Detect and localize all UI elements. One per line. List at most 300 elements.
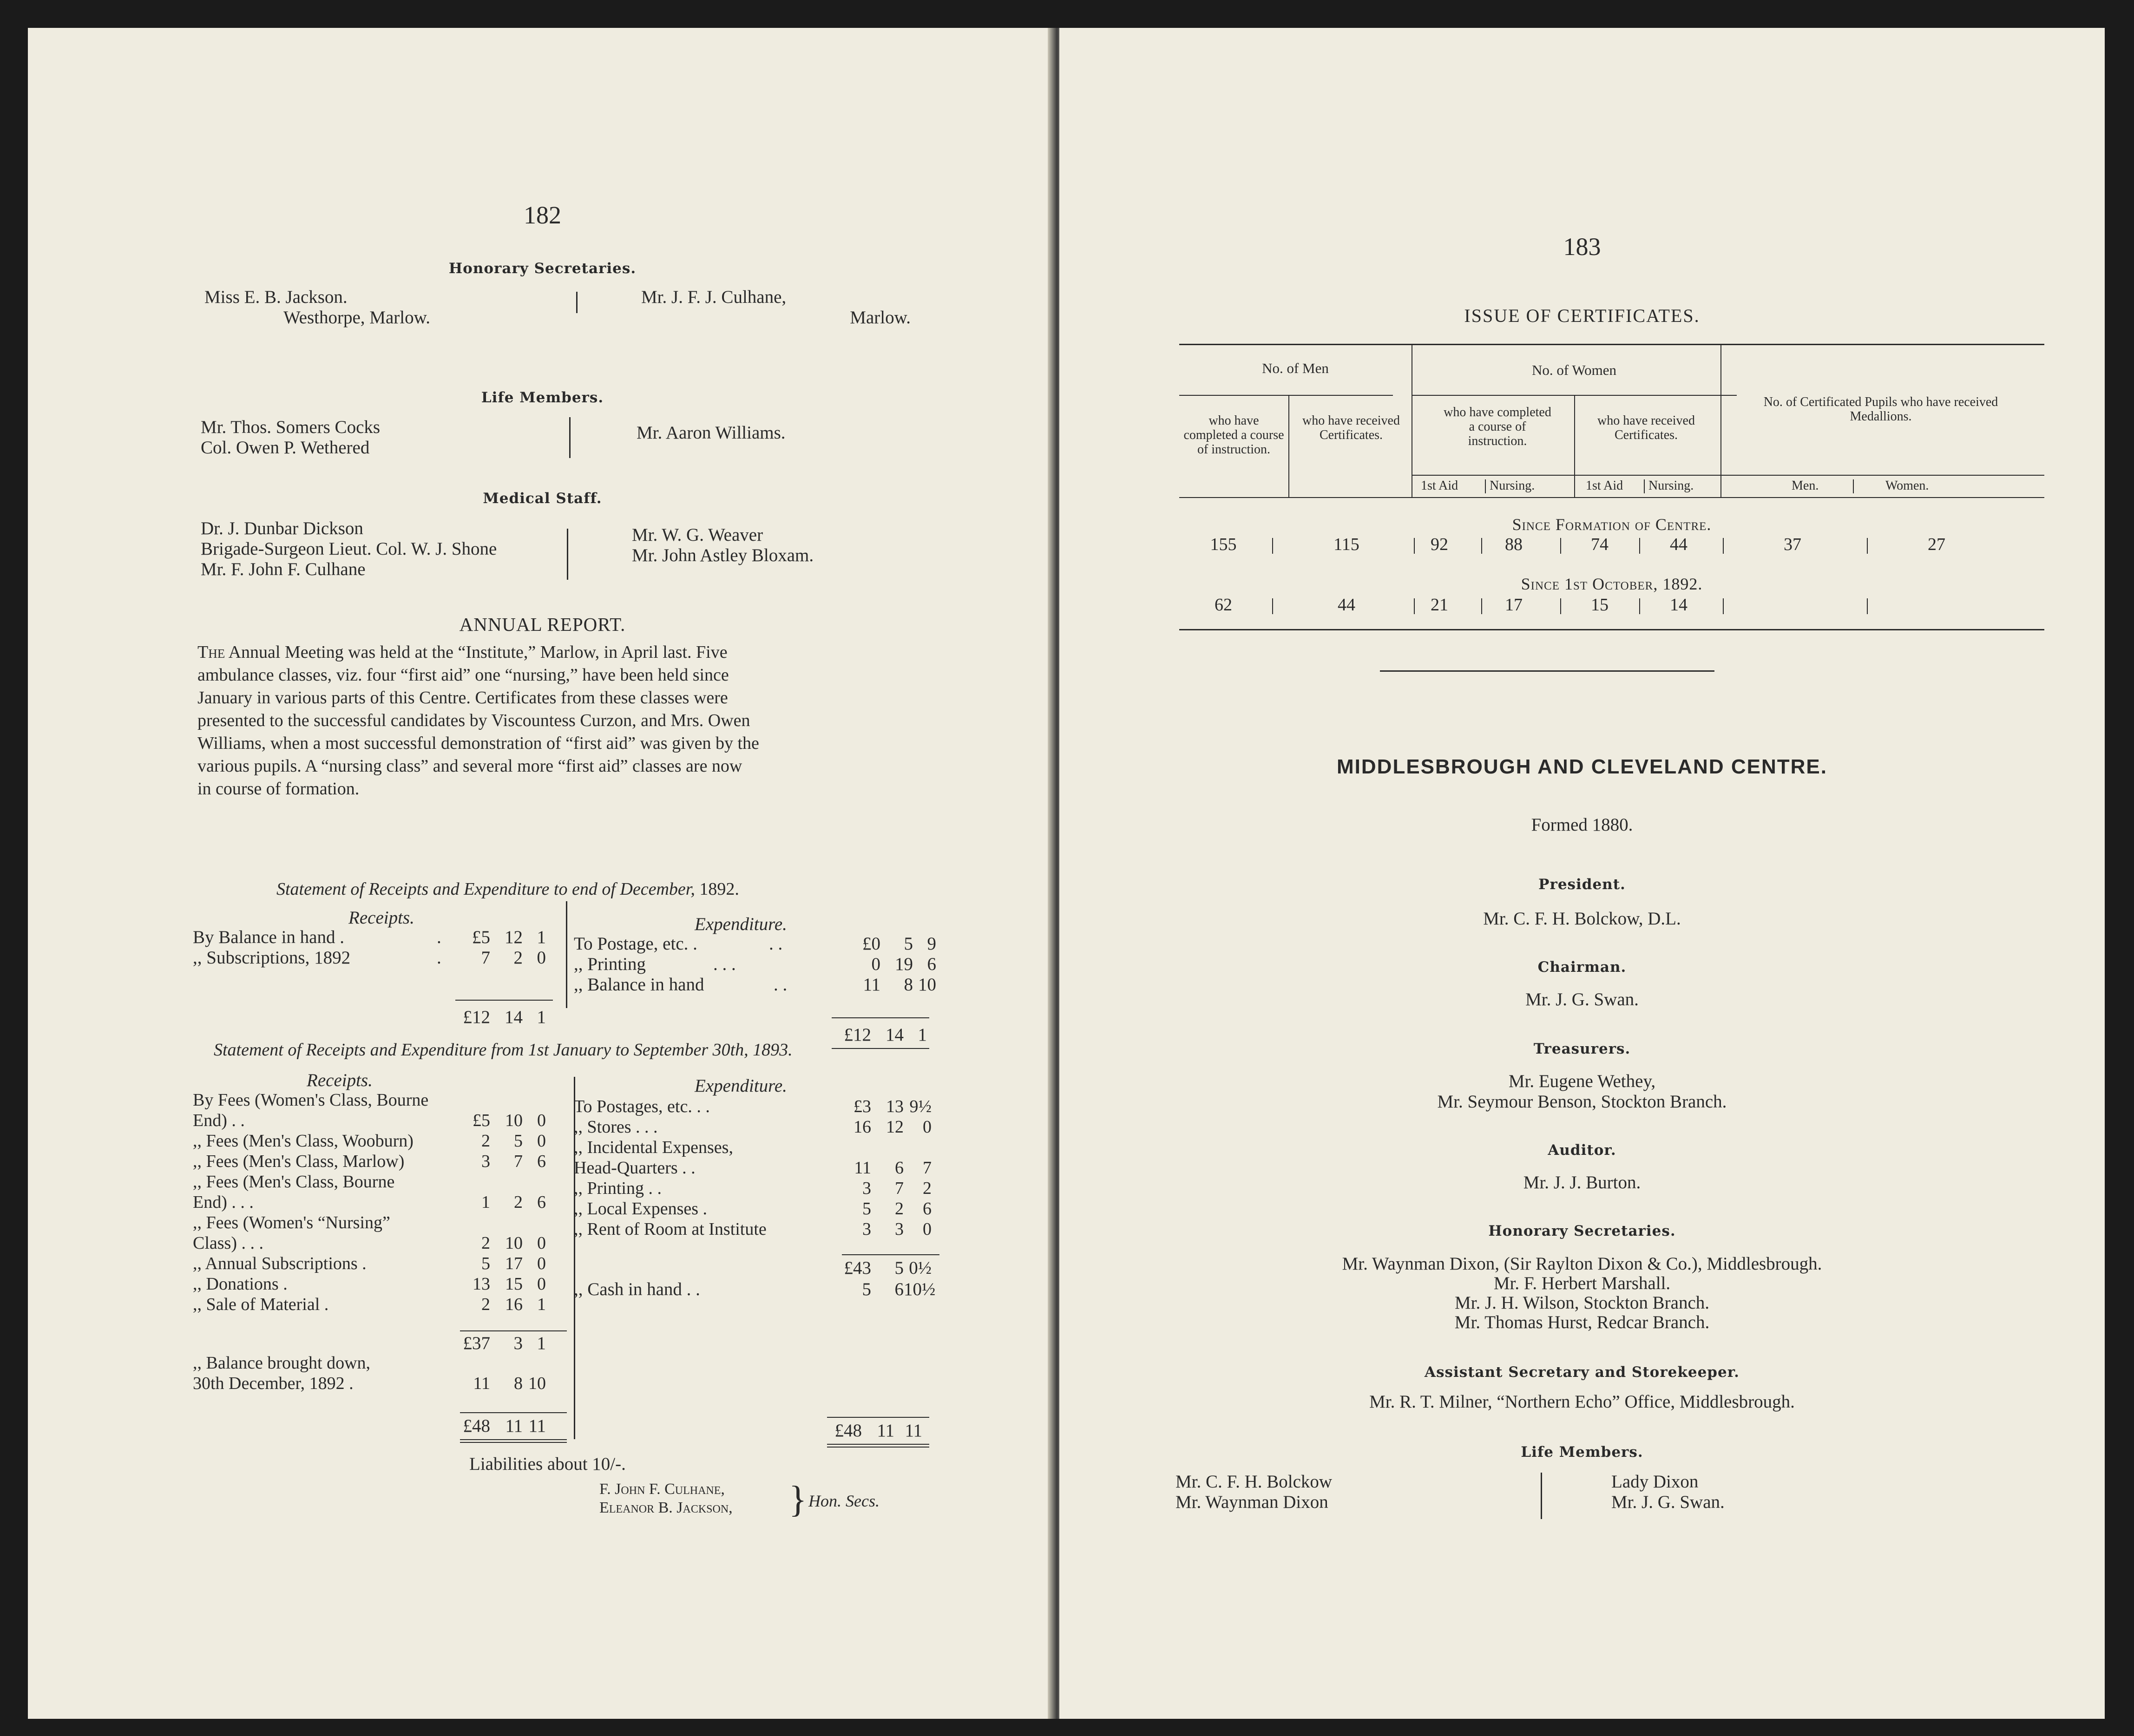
row-label: ,, Balance in hand xyxy=(574,975,704,995)
chairman-name: Mr. J. G. Swan. xyxy=(1525,989,1639,1009)
life-members-right xyxy=(637,423,786,443)
hon-secs-list xyxy=(1059,1254,2105,1332)
issue-title: ISSUE OF CERTIFICATES. xyxy=(1464,305,1700,326)
amount-shillings: 5 xyxy=(894,1258,904,1278)
total-rule xyxy=(832,1017,929,1018)
amount-pounds: 1 xyxy=(481,1192,490,1212)
chairman-heading: Chairman. xyxy=(1537,959,1627,976)
report-line: January in various parts of this Centre. Certificates from these classes were xyxy=(197,688,728,708)
men-header: No. of Men xyxy=(1262,360,1329,376)
men-completed-header: who have completed a course of instruction. xyxy=(1183,413,1284,457)
receipts-1892 xyxy=(193,927,565,968)
amount-shillings: 6 xyxy=(894,1279,904,1299)
treasurers-heading: Treasurers. xyxy=(1533,1041,1631,1057)
amount-shillings: 14 xyxy=(886,1025,904,1045)
col-rule xyxy=(1644,479,1645,493)
table-row-formation xyxy=(1179,534,2044,557)
row-label: ,, Balance brought down, xyxy=(193,1353,371,1373)
amount-pence: 0 xyxy=(537,1131,546,1151)
row-label: End) . . . xyxy=(193,1192,254,1212)
cell-separator xyxy=(1867,538,1868,554)
amount-pence: 0 xyxy=(537,1254,546,1273)
table-row-october xyxy=(1179,595,2044,618)
expenditure-1892-total xyxy=(843,1025,946,1045)
account-row xyxy=(193,1110,574,1131)
signatory-name: Eleanor B. Jackson, xyxy=(599,1499,733,1516)
amount-pence: 1 xyxy=(537,927,546,947)
amount-pence: 10 xyxy=(528,1374,546,1393)
report-line: Williams, when a most successful demonstration of “first aid” was given by the xyxy=(197,734,759,753)
expenditure-label: Expenditure. xyxy=(695,914,787,934)
liabilities: Liabilities about 10/-. xyxy=(469,1454,626,1474)
amount-pence: 2 xyxy=(923,1179,932,1198)
table-cell: 21 xyxy=(1431,595,1448,615)
row-dots: . . . xyxy=(713,954,736,974)
account-row xyxy=(193,1172,574,1192)
amount-pence: 6 xyxy=(927,954,936,974)
statement-1893-title: Statement of Receipts and Expenditure from 1st January to September 30th, 1893. xyxy=(214,1040,793,1060)
life-members-left xyxy=(201,417,380,458)
sub-men: Men. xyxy=(1792,478,1819,493)
life-member-name: Mr. Thos. Somers Cocks xyxy=(201,417,381,437)
account-row xyxy=(574,1137,969,1158)
treasurers-list xyxy=(1059,1071,2105,1112)
amount-shillings: 2 xyxy=(513,948,523,968)
amount-pounds: 3 xyxy=(481,1152,490,1171)
amount-shillings: 3 xyxy=(895,1219,904,1239)
amount-shillings: 13 xyxy=(886,1097,904,1116)
table-cell: 62 xyxy=(1215,595,1232,615)
receipts-label: Receipts. xyxy=(307,1070,373,1090)
amount-shillings: 5 xyxy=(904,934,913,954)
hon-sec-name: Miss E. B. Jackson. xyxy=(204,287,348,307)
row-label: ,, Subscriptions, 1892 xyxy=(193,948,351,968)
row-label: End) . . xyxy=(193,1111,245,1130)
amount-shillings: 5 xyxy=(514,1131,523,1151)
amount-pence: 1 xyxy=(537,1007,546,1027)
row-label: ,, Donations . xyxy=(193,1274,288,1294)
statement-title-text: Statement of Receipts and Expenditure to end of December, xyxy=(276,879,695,899)
amount-shillings: 7 xyxy=(895,1179,904,1198)
life-member-name: Mr. J. G. Swan. xyxy=(1611,1492,1725,1512)
receipt-row xyxy=(193,927,565,948)
amount-shillings: 12 xyxy=(886,1117,904,1137)
table-cell: 115 xyxy=(1333,535,1359,554)
row-label: ,, Local Expenses . xyxy=(574,1199,708,1218)
president-name: Mr. C. F. H. Bolckow, D.L. xyxy=(1483,909,1681,929)
rule xyxy=(1737,475,2044,476)
divider xyxy=(567,529,568,580)
amount-pence: 9 xyxy=(927,934,936,954)
row-label: ,, Fees (Men's Class, Bourne xyxy=(193,1172,395,1192)
amount-pence: 10½ xyxy=(904,1279,936,1299)
annual-report-text xyxy=(197,641,964,800)
receipts-1893-total xyxy=(462,1416,565,1436)
section-since-october: Since 1st October, 1892. xyxy=(1521,575,1703,593)
rule xyxy=(1179,395,1393,396)
expenditure-row xyxy=(574,975,969,995)
row-label: ,, Fees (Men's Class, Marlow) xyxy=(193,1152,405,1171)
sub-1st-aid: 1st Aid xyxy=(1586,478,1623,493)
expenditure-label: Expenditure. xyxy=(695,1076,787,1096)
rule xyxy=(1179,344,2044,345)
row-label: To Postage, etc. . xyxy=(574,934,697,954)
sub-women: Women. xyxy=(1885,478,1929,493)
total-rule xyxy=(455,1000,553,1001)
account-row xyxy=(574,1117,969,1137)
brace: } xyxy=(789,1479,807,1520)
amount-pence: 7 xyxy=(923,1158,932,1178)
hon-sec-name: Mr. F. Herbert Marshall. xyxy=(1493,1273,1671,1293)
amount-shillings: 2 xyxy=(895,1199,904,1218)
expenditure-1893-subtotal xyxy=(843,1258,946,1278)
amount-shillings: 11 xyxy=(505,1416,523,1436)
amount-shillings: 8 xyxy=(514,1374,523,1393)
amount-pence: 6 xyxy=(537,1152,546,1171)
hon-sec-left xyxy=(204,287,430,328)
row-label: ,, Rent of Room at Institute xyxy=(574,1219,767,1239)
amount-pounds: 5 xyxy=(481,1254,490,1273)
life-members-heading: Life Members. xyxy=(1521,1444,1643,1461)
asst-secretary-name: Mr. R. T. Milner, “Northern Echo” Office, Middlesbrough. xyxy=(1369,1392,1795,1412)
life-member-name: Mr. Aaron Williams. xyxy=(637,423,786,443)
cell-separator xyxy=(1272,538,1273,554)
amount-shillings: 10 xyxy=(505,1111,523,1130)
right-page xyxy=(1059,28,2105,1719)
report-line: Annual Meeting was held at the “Institute,” Marlow, in April last. Five xyxy=(228,642,728,662)
table-cell: 155 xyxy=(1210,535,1237,554)
divider xyxy=(1541,1473,1542,1519)
treasurer-name: Mr. Seymour Benson, Stockton Branch. xyxy=(1437,1092,1727,1112)
cash-in-hand-row xyxy=(574,1279,969,1300)
report-line: various pupils. A “nursing class” and several more “first aid” classes are now xyxy=(197,756,742,776)
row-dots: . . xyxy=(769,934,783,954)
table-cell: 17 xyxy=(1505,595,1523,615)
account-row xyxy=(574,1158,969,1178)
double-rule xyxy=(832,1048,929,1049)
section-since-formation: Since Formation of Centre. xyxy=(1512,515,1712,534)
expenditure-1893 xyxy=(574,1096,969,1239)
life-members-left xyxy=(1175,1472,1332,1513)
table-cell: 92 xyxy=(1431,535,1448,554)
receipt-row xyxy=(193,948,565,968)
statement-year: 1892. xyxy=(699,879,739,899)
auditor-heading: Auditor. xyxy=(1548,1142,1616,1159)
amount-pounds: £48 xyxy=(834,1421,862,1441)
expenditure-row xyxy=(574,954,969,975)
life-member-name: Col. Owen P. Wethered xyxy=(201,438,370,458)
expenditure-1892 xyxy=(574,934,969,995)
table-cell: 27 xyxy=(1928,535,1945,554)
hon-sec-right xyxy=(641,287,911,328)
row-dots: . . xyxy=(774,975,788,995)
amount-pounds: 13 xyxy=(473,1274,490,1294)
section-divider xyxy=(1380,670,1714,672)
amount-pounds: 3 xyxy=(862,1179,871,1198)
life-member-name: Mr. C. F. H. Bolckow xyxy=(1175,1472,1333,1492)
cell-separator xyxy=(1560,598,1561,614)
subtotal-rule xyxy=(460,1330,567,1331)
amount-pounds: 2 xyxy=(481,1295,490,1314)
amount-pounds: £12 xyxy=(844,1025,871,1045)
report-line: in course of formation. xyxy=(197,779,360,799)
amount-shillings: 19 xyxy=(895,954,913,974)
account-row xyxy=(193,1274,574,1294)
hon-secs-role: Hon. Secs. xyxy=(808,1492,880,1510)
cell-separator xyxy=(1639,598,1640,614)
cell-separator xyxy=(1481,538,1482,554)
statement-1892-title xyxy=(276,879,739,899)
amount-pence: 6 xyxy=(923,1199,932,1218)
cell-separator xyxy=(1414,538,1415,554)
divider xyxy=(566,901,567,1008)
col-rule xyxy=(1720,344,1721,497)
table-cell: 88 xyxy=(1505,535,1523,554)
account-row xyxy=(574,1178,969,1199)
account-row xyxy=(193,1294,574,1315)
medallions-header: No. of Certificated Pupils who have received Medallions. xyxy=(1763,395,1998,424)
medical-staff-right xyxy=(632,525,814,566)
balance-brought-down xyxy=(193,1353,574,1394)
amount-pounds: £3 xyxy=(854,1097,871,1116)
amount-shillings: 6 xyxy=(895,1158,904,1178)
receipts-1892-total xyxy=(462,1007,565,1028)
left-page xyxy=(28,28,1057,1719)
amount-shillings: 7 xyxy=(514,1152,523,1171)
amount-pounds: 2 xyxy=(481,1131,490,1151)
double-rule xyxy=(827,1444,929,1445)
amount-pounds: £43 xyxy=(844,1258,871,1278)
amount-shillings: 16 xyxy=(505,1295,523,1314)
col-rule xyxy=(1574,395,1575,497)
amount-pence: 0 xyxy=(537,1233,546,1253)
certificates-table xyxy=(1179,344,2044,632)
account-row xyxy=(193,1090,574,1110)
amount-pence: 6 xyxy=(537,1192,546,1212)
rule xyxy=(1179,629,2044,630)
cell-separator xyxy=(1414,598,1415,614)
row-label: ,, Printing . . xyxy=(574,1179,662,1198)
amount-shillings: 10 xyxy=(505,1233,523,1253)
report-line: ambulance classes, viz. four “first aid” one “nursing,” have been held since xyxy=(197,665,729,685)
row-label: ,, Incidental Expenses, xyxy=(574,1138,733,1157)
treasurer-name: Mr. Eugene Wethey, xyxy=(1508,1071,1656,1091)
col-rule xyxy=(1288,395,1289,497)
row-dots: . xyxy=(437,948,441,968)
life-members-right xyxy=(1611,1472,1725,1513)
amount-pounds: 5 xyxy=(862,1279,871,1299)
cell-separator xyxy=(1867,598,1868,614)
staff-name: Mr. W. G. Weaver xyxy=(632,525,763,545)
expenditure-row xyxy=(574,934,969,954)
account-row xyxy=(574,1096,969,1117)
president-heading: President. xyxy=(1538,876,1626,893)
double-rule xyxy=(460,1442,567,1443)
col-rule xyxy=(1485,479,1486,493)
amount-pounds: £5 xyxy=(472,927,490,947)
divider xyxy=(576,292,578,313)
hon-sec-address: Westhorpe, Marlow. xyxy=(283,308,430,328)
page-number: 183 xyxy=(1563,233,1601,261)
cell-separator xyxy=(1639,538,1640,554)
row-label: ,, Stores . . . xyxy=(574,1117,658,1137)
hon-sec-name: Mr. J. F. J. Culhane, xyxy=(641,287,787,307)
amount-pounds: 2 xyxy=(481,1233,490,1253)
amount-pounds: £0 xyxy=(862,934,880,954)
account-row xyxy=(193,1212,574,1233)
amount-shillings: 15 xyxy=(505,1274,523,1294)
amount-pence: 0 xyxy=(537,948,546,968)
account-row xyxy=(193,1192,574,1212)
row-label: ,, Fees (Women's “Nursing” xyxy=(193,1213,390,1232)
asst-secretary-heading: Assistant Secretary and Storekeeper. xyxy=(1425,1364,1740,1381)
rule xyxy=(1412,475,1737,476)
table-cell: 74 xyxy=(1591,535,1609,554)
amount-pence: 0 xyxy=(923,1219,932,1239)
hon-sec-address: Marlow. xyxy=(850,308,911,328)
row-label: ,, Sale of Material . xyxy=(193,1295,329,1314)
col-rule xyxy=(1853,479,1854,493)
subtotal-rule xyxy=(842,1254,939,1255)
amount-pounds: 3 xyxy=(862,1219,871,1239)
women-certificates-header: who have received Certificates. xyxy=(1597,413,1695,442)
amount-pence: 10 xyxy=(918,975,936,995)
staff-name: Mr. F. John F. Culhane xyxy=(201,559,366,579)
sub-1st-aid: 1st Aid xyxy=(1421,478,1458,493)
formed-date: Formed 1880. xyxy=(1531,815,1633,835)
row-label: ,, Printing xyxy=(574,954,646,974)
medical-staff-heading: Medical Staff. xyxy=(483,490,602,507)
auditor-name: Mr. J. J. Burton. xyxy=(1523,1173,1641,1192)
row-label: ,, Annual Subscriptions . xyxy=(193,1254,367,1273)
women-header: No. of Women xyxy=(1531,362,1617,378)
amount-pounds: £5 xyxy=(473,1111,490,1130)
row-label: Class) . . . xyxy=(193,1233,263,1253)
amount-pounds: £12 xyxy=(463,1007,490,1027)
amount-pence: 0 xyxy=(923,1117,932,1137)
account-row xyxy=(574,1219,969,1239)
hon-sec-name: Mr. Waynman Dixon, (Sir Raylton Dixon & Co.), Middlesbrough. xyxy=(1342,1254,1822,1274)
amount-shillings: 12 xyxy=(505,927,523,947)
hon-sec-name: Mr. Thomas Hurst, Redcar Branch. xyxy=(1454,1312,1710,1332)
sub-nursing: Nursing. xyxy=(1490,478,1535,493)
cell-separator xyxy=(1272,598,1273,614)
cell-separator xyxy=(1481,598,1482,614)
divider xyxy=(569,417,571,458)
staff-name: Brigade-Surgeon Lieut. Col. W. J. Shone xyxy=(201,539,497,559)
amount-pounds: £48 xyxy=(463,1416,490,1436)
amount-pounds: 16 xyxy=(854,1117,871,1137)
row-label: Head-Quarters . . xyxy=(574,1158,696,1178)
honorary-secretaries-heading: Honorary Secretaries. xyxy=(448,260,637,277)
annual-report-heading: ANNUAL REPORT. xyxy=(459,614,626,635)
receipts-1893 xyxy=(193,1090,574,1315)
table-cell: 37 xyxy=(1784,535,1801,554)
amount-pounds: 0 xyxy=(871,954,880,974)
report-lead-word: The xyxy=(197,642,225,662)
table-cell: 15 xyxy=(1591,595,1609,615)
men-certificates-header: who have received Certificates. xyxy=(1302,413,1400,442)
women-completed-header: who have completed a course of instruction. xyxy=(1444,405,1551,448)
report-line: presented to the successful candidates by Viscountess Curzon, and Mrs. Owen xyxy=(197,711,750,730)
hon-secs-heading: Honorary Secretaries. xyxy=(1488,1223,1676,1239)
amount-pence: 0 xyxy=(537,1111,546,1130)
medical-staff-left xyxy=(201,518,497,580)
amount-shillings: 3 xyxy=(513,1333,523,1353)
row-label: ,, Cash in hand . . xyxy=(574,1279,700,1299)
amount-pence: 1 xyxy=(537,1333,546,1353)
double-rule xyxy=(827,1447,929,1448)
account-row xyxy=(193,1253,574,1274)
amount-pence: 0 xyxy=(537,1274,546,1294)
double-rule xyxy=(460,1439,567,1440)
total-rule xyxy=(460,1412,567,1413)
rule xyxy=(1179,497,2044,498)
life-member-name: Lady Dixon xyxy=(1611,1472,1699,1492)
table-cell: 44 xyxy=(1338,595,1355,615)
table-cell: 44 xyxy=(1670,535,1688,554)
amount-pence: 11 xyxy=(905,1421,922,1441)
life-members-heading: Life Members. xyxy=(481,389,604,406)
row-label: To Postages, etc. . . xyxy=(574,1097,710,1116)
hon-sec-name: Mr. J. H. Wilson, Stockton Branch. xyxy=(1454,1293,1710,1313)
row-label: ,, Fees (Men's Class, Wooburn) xyxy=(193,1131,414,1151)
total-rule xyxy=(827,1417,929,1418)
staff-name: Mr. John Astley Bloxam. xyxy=(632,545,814,565)
account-row xyxy=(193,1131,574,1151)
signatories xyxy=(599,1480,733,1517)
amount-pence: 1 xyxy=(918,1025,927,1045)
amount-pounds: 11 xyxy=(863,975,880,995)
account-row xyxy=(193,1373,574,1394)
receipts-1893-subtotal xyxy=(462,1333,565,1354)
row-label: By Balance in hand . xyxy=(193,927,344,947)
amount-pounds: 5 xyxy=(862,1199,871,1218)
account-row xyxy=(574,1199,969,1219)
amount-pounds: £37 xyxy=(463,1333,490,1353)
amount-shillings: 14 xyxy=(505,1007,523,1027)
cell-separator xyxy=(1723,598,1724,614)
row-label: By Fees (Women's Class, Bourne xyxy=(193,1090,429,1110)
amount-shillings: 2 xyxy=(514,1192,523,1212)
staff-name: Dr. J. Dunbar Dickson xyxy=(201,518,363,538)
account-row xyxy=(193,1233,574,1253)
signatory-name: F. John F. Culhane, xyxy=(599,1481,725,1498)
amount-pence: 11 xyxy=(528,1416,546,1436)
account-row xyxy=(193,1353,574,1373)
amount-pounds: 7 xyxy=(481,948,490,968)
amount-shillings: 8 xyxy=(904,975,913,995)
cell-separator xyxy=(1723,538,1724,554)
receipts-label: Receipts. xyxy=(348,908,414,928)
amount-shillings: 17 xyxy=(505,1254,523,1273)
page-number: 182 xyxy=(524,201,561,229)
life-member-name: Mr. Waynman Dixon xyxy=(1175,1492,1328,1512)
centre-title: MIDDLESBROUGH AND CLEVELAND CENTRE. xyxy=(1337,755,1827,778)
table-cell: 14 xyxy=(1670,595,1688,615)
expenditure-1893-total xyxy=(834,1421,936,1441)
amount-pence: 1 xyxy=(537,1295,546,1314)
amount-shillings: 11 xyxy=(877,1421,894,1441)
cell-separator xyxy=(1560,538,1561,554)
amount-pence: 0½ xyxy=(909,1258,932,1278)
amount-pounds: 11 xyxy=(854,1158,871,1178)
row-dots: . xyxy=(437,927,441,947)
amount-pence: 9½ xyxy=(909,1097,932,1116)
row-label: 30th December, 1892 . xyxy=(193,1374,354,1393)
amount-pounds: 11 xyxy=(473,1374,490,1393)
account-row xyxy=(193,1151,574,1172)
